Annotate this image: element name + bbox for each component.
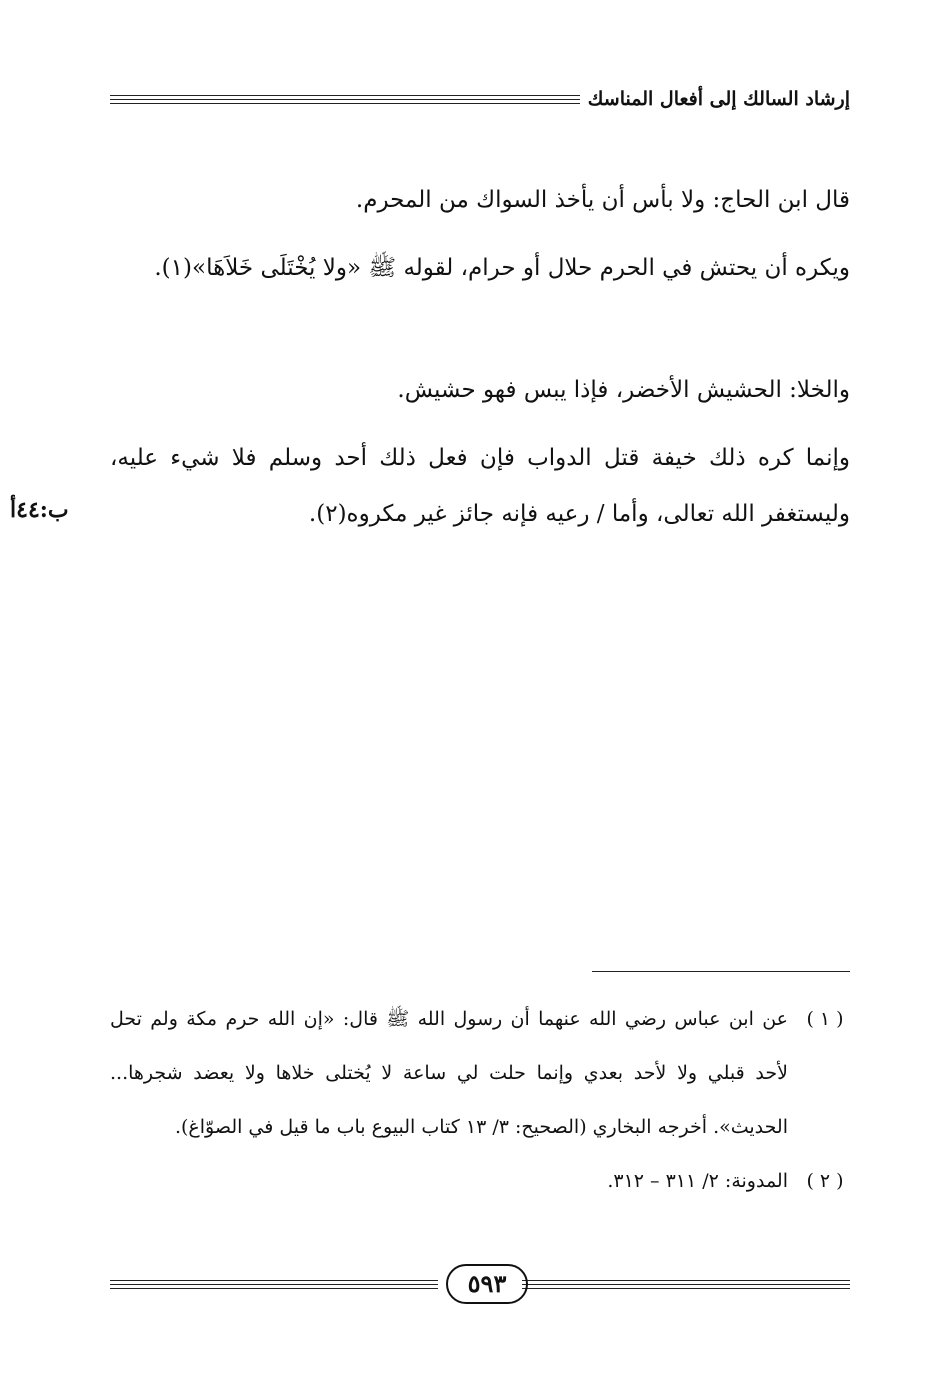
footnote-number: ( ٢ ) <box>806 1170 844 1192</box>
manuscript-folio-note: ب:٤٤أ <box>10 497 69 523</box>
footnote <box>110 992 850 1154</box>
book-title: إرشاد السالك إلى أفعال المناسك <box>580 84 850 114</box>
footnote-text: المدونة: ٢/ ٣١١ – ٣١٢. <box>607 1170 788 1192</box>
paragraph-text: وإنما كره ذلك خيفة قتل الدواب فإن فعل ذلك أحد وسلم فلا شيء عليه، وليستغفر الله تعالى، وأما / رعيه فإنه جائز غير مكروه(٢). <box>110 445 850 527</box>
main-paragraph <box>110 430 850 542</box>
main-paragraph <box>110 362 850 418</box>
header-rule <box>110 99 590 100</box>
page-number: ٥٩٣ <box>446 1264 528 1304</box>
footnote <box>110 1154 850 1208</box>
footnote-divider <box>592 971 850 972</box>
footer-rule <box>522 1288 850 1289</box>
paragraph-text: والخلا: الحشيش الأخضر، فإذا يبس فهو حشيش. <box>397 377 850 403</box>
paragraph-text: ويكره أن يحتش في الحرم حلال أو حرام، لقوله ﷺ «ولا يُخْتَلَى خَلاَهَا»(١). <box>154 255 850 281</box>
main-paragraph <box>110 172 850 228</box>
footer-rule <box>522 1284 850 1285</box>
footnotes-section <box>110 992 850 1208</box>
footer-rule <box>110 1284 438 1285</box>
footer-rule <box>110 1288 438 1289</box>
header-rule <box>110 95 590 96</box>
header-rule <box>110 103 590 104</box>
page-footer <box>110 1262 850 1308</box>
main-paragraph <box>110 240 850 296</box>
paragraph-text: قال ابن الحاج: ولا بأس أن يأخذ السواك من المحرم. <box>355 187 850 213</box>
running-header <box>110 84 850 114</box>
footnote-text: عن ابن عباس رضي الله عنهما أن رسول الله ﷺ قال: «إن الله حرم مكة ولم تحل لأحد قبلي ولا لأحد بعدي وإنما حلت لي ساعة لا يُختلى خلاها ولا يعضد شجرها... الحديث». أخرجه البخاري (الصحيح: ٣/ ١٣ كتاب البيوع باب ما قيل في الصوّاغ). <box>110 1008 788 1138</box>
footnote-number: ( ١ ) <box>806 1008 844 1030</box>
footer-rule <box>110 1280 438 1281</box>
footer-rule <box>522 1280 850 1281</box>
